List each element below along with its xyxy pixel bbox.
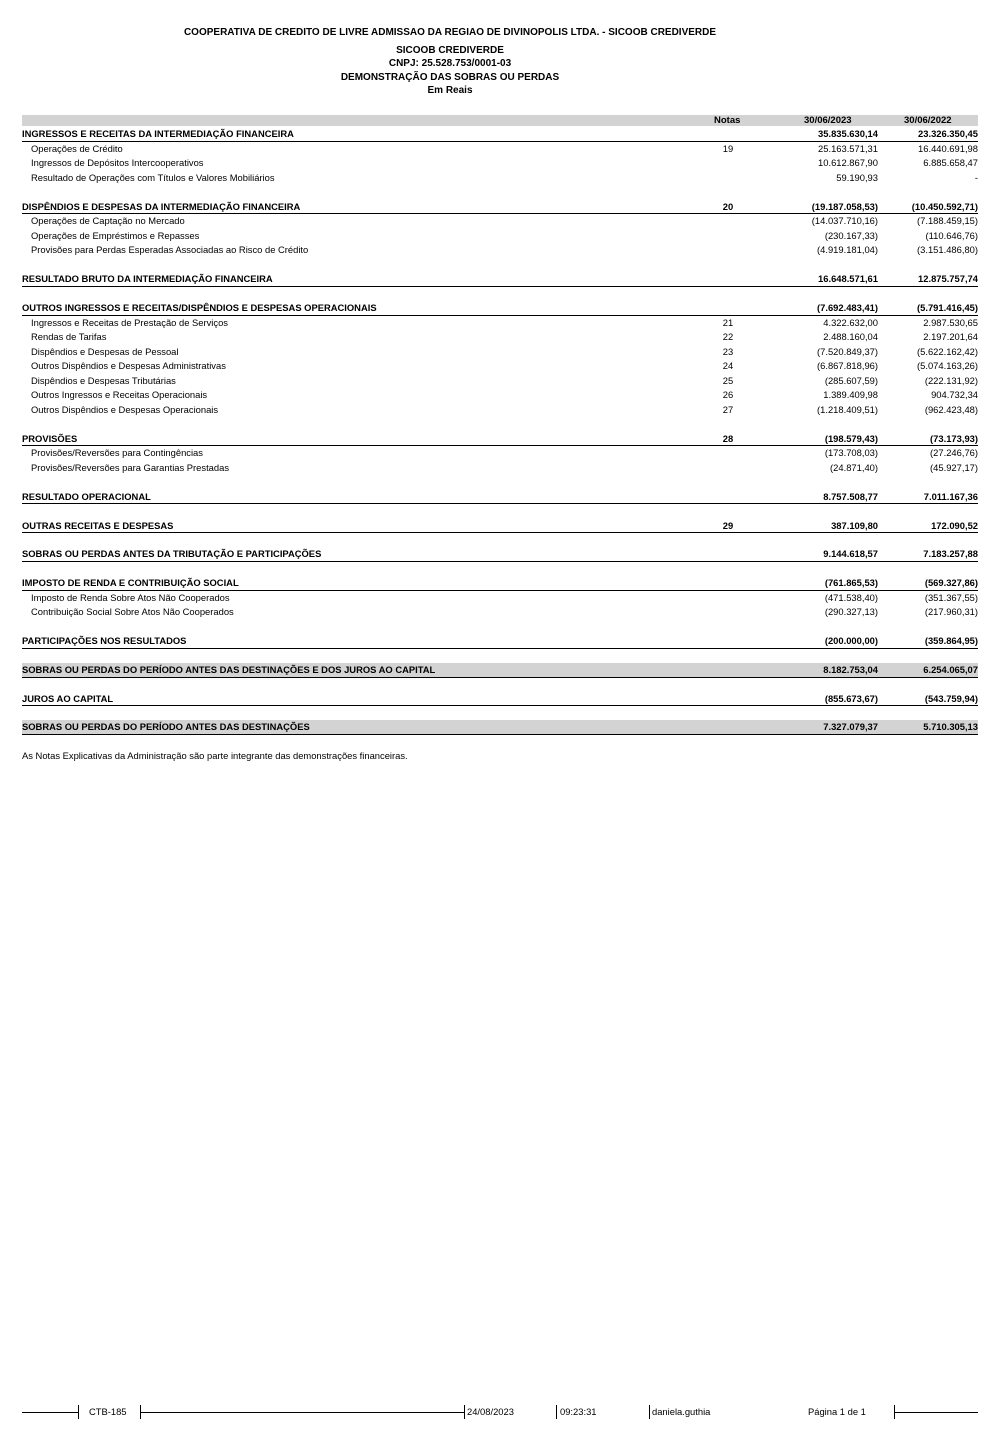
row-note: 20 [722,200,734,212]
row-note: 29 [722,519,734,531]
row-label: SOBRAS OU PERDAS DO PERÍODO ANTES DAS DESTINAÇÕES E DOS JUROS AO CAPITAL [22,663,436,675]
row-value-2022: 904.732,34 [931,389,978,401]
currency-unit: Em Reais [427,85,473,96]
row-value-2022: (45.927,17) [930,462,978,474]
line-item-row [22,156,978,171]
row-label: OUTROS INGRESSOS E RECEITAS/DISPÊNDIOS E DESPESAS OPERACIONAIS [22,301,377,313]
footer-rule [894,1412,978,1413]
row-label: SOBRAS OU PERDAS ANTES DA TRIBUTAÇÃO E PARTICIPAÇÕES [22,548,322,560]
footer-rule [22,1412,78,1413]
row-value-2022: (5.622.162,42) [917,345,978,357]
section-row [22,663,978,678]
cnpj: CNPJ: 25.528.753/0001-03 [388,58,512,69]
spacer [22,649,978,663]
section-row [22,127,978,142]
spacer [22,287,978,301]
spacer [22,504,978,518]
row-label: INGRESSOS E RECEITAS DA INTERMEDIAÇÃO FINANCEIRA [22,128,294,139]
user-name: daniela.guthia [652,1406,711,1417]
spacer [22,562,978,576]
row-value-2023: (24.871,40) [830,462,878,474]
row-label: Outros Dispêndios e Despesas Administrativas [31,360,226,372]
section-row [22,272,978,287]
section-row [22,301,978,316]
row-value-2022: (569.327,86) [924,577,978,589]
row-value-2023: (761.865,53) [824,577,878,589]
spacer [22,620,978,634]
row-label: Operações de Crédito [31,142,123,154]
row-label: Resultado de Operações com Títulos e Valores Mobiliários [31,171,275,183]
section-row [22,490,978,505]
row-value-2023: 25.163.571,31 [818,142,878,154]
spacer [22,418,978,432]
notes-column-header: Notas [714,115,741,126]
footer-rule [140,1412,464,1413]
row-value-2022: (3.151.486,80) [917,244,978,256]
row-value-2023: (6.867.818,96) [817,360,878,372]
row-value-2023: (230.167,33) [824,229,878,241]
row-label: Provisões/Reversões para Garantias Prestadas [31,462,230,474]
row-note: 21 [722,316,734,328]
row-value-2022: (351.367,55) [924,591,978,603]
row-note: 25 [722,374,734,386]
line-item-row [22,171,978,186]
section-row [22,519,978,534]
section-row [22,576,978,591]
footer-tick [78,1405,79,1419]
row-value-2023: (471.538,40) [824,591,878,603]
row-note: 28 [722,432,734,444]
row-label: Operações de Empréstimos e Repasses [31,229,200,241]
period2-column-header: 30/06/2022 [904,115,952,126]
row-value-2023: (7.692.483,41) [817,301,878,313]
footer-tick [464,1405,465,1419]
row-value-2022: (222.131,92) [924,374,978,386]
spacer [22,476,978,490]
section-row [22,720,978,735]
row-label: Outros Ingressos e Receitas Operacionais [31,389,208,401]
footer-tick [556,1405,557,1419]
row-value-2022: (7.188.459,15) [917,215,978,227]
line-item-row [22,316,978,331]
row-value-2023: 8.757.508,77 [823,490,878,502]
row-label: Contribuição Social Sobre Atos Não Cooperados [31,606,234,618]
row-value-2023: 387.109,80 [831,519,878,531]
line-item-row [22,142,978,157]
row-value-2022: (27.246,76) [930,447,978,459]
row-label: Ingressos e Receitas de Prestação de Serviços [31,316,228,328]
row-value-2023: 35.835.630,14 [818,128,878,139]
line-item-row [22,591,978,606]
row-label: RESULTADO BRUTO DA INTERMEDIAÇÃO FINANCEIRA [22,273,273,285]
row-value-2023: (198.579,43) [824,432,878,444]
print-time: 09:23:31 [560,1406,597,1417]
row-value-2023: (855.673,67) [824,692,878,704]
page-footer [0,1404,1000,1420]
spacer [22,678,978,692]
row-value-2023: (200.000,00) [824,635,878,647]
row-value-2023: (14.037.710,16) [811,215,878,227]
row-value-2022: 6.254.065,07 [923,663,978,675]
section-row [22,432,978,447]
section-row [22,634,978,649]
row-label: JUROS AO CAPITAL [22,692,114,704]
column-header-bar [22,115,978,126]
row-value-2022: (5.791.416,45) [917,301,978,313]
row-label: IMPOSTO DE RENDA E CONTRIBUIÇÃO SOCIAL [22,577,239,589]
row-value-2022: (217.960,31) [924,606,978,618]
row-value-2022: (110.646,76) [925,229,978,241]
row-value-2023: (7.520.849,37) [817,345,878,357]
row-value-2022: 7.011.167,36 [923,490,978,502]
line-item-row [22,330,978,345]
line-item-row [22,229,978,244]
row-value-2023: (19.187.058,53) [811,200,878,212]
line-item-row [22,214,978,229]
row-value-2022: 6.885.658,47 [923,157,978,169]
row-note: 24 [722,360,734,372]
section-row [22,692,978,707]
row-value-2023: (4.919.181,04) [817,244,878,256]
row-value-2022: 16.440.691,98 [918,142,978,154]
line-item-row [22,345,978,360]
row-value-2022: - [974,171,978,183]
line-item-row [22,359,978,374]
print-date: 24/08/2023 [467,1406,514,1417]
row-value-2022: (543.759,94) [924,692,978,704]
section-row [22,200,978,215]
row-value-2022: 5.710.305,13 [923,721,978,733]
row-value-2022: 12.875.757,74 [918,273,978,285]
company-short-name: SICOOB CREDIVERDE [396,45,504,56]
footer-tick [649,1405,650,1419]
row-label: PARTICIPAÇÕES NOS RESULTADOS [22,635,187,647]
row-value-2023: 10.612.867,90 [818,157,878,169]
row-label: OUTRAS RECEITAS E DESPESAS [22,519,174,531]
line-item-row [22,446,978,461]
row-value-2023: (1.218.409,51) [817,404,878,416]
row-value-2022: 7.183.257,88 [923,548,978,560]
row-label: SOBRAS OU PERDAS DO PERÍODO ANTES DAS DESTINAÇÕES [22,721,310,733]
line-item-row [22,243,978,258]
row-value-2023: 7.327.079,37 [823,721,878,733]
row-value-2023: (173.708,03) [824,447,878,459]
row-value-2022: (962.423,48) [924,404,978,416]
row-note: 22 [722,331,734,343]
row-note: 27 [722,404,734,416]
row-note: 26 [722,389,734,401]
spacer [22,706,978,720]
row-value-2022: 23.326.350,45 [918,128,978,139]
row-note: 23 [722,345,734,357]
row-value-2023: (285.607,59) [824,374,878,386]
row-label: Dispêndios e Despesas Tributárias [31,374,176,386]
line-item-row [22,388,978,403]
row-label: RESULTADO OPERACIONAL [22,490,151,502]
period1-column-header: 30/06/2023 [804,115,852,126]
line-item-row [22,461,978,476]
row-value-2022: (5.074.163,26) [917,360,978,372]
row-value-2022: 2.197.201,64 [923,331,978,343]
row-label: Outros Dispêndios e Despesas Operacionais [31,404,219,416]
row-value-2023: 59.190,93 [836,171,878,183]
line-item-row [22,605,978,620]
row-label: Provisões/Reversões para Contingências [31,447,203,459]
row-label: PROVISÕES [22,432,78,444]
row-value-2022: 172.090,52 [931,519,978,531]
statement-table [22,127,978,735]
row-value-2022: (10.450.592,71) [911,200,978,212]
footnote: As Notas Explicativas da Administração são parte integrante das demonstrações financeiras. [22,750,408,761]
row-label: Operações de Captação no Mercado [31,215,185,227]
row-value-2023: 16.648.571,61 [818,273,878,285]
line-item-row [22,403,978,418]
row-value-2022: (359.864,95) [924,635,978,647]
row-label: Ingressos de Depósitos Intercooperativos [31,157,204,169]
spacer [22,258,978,272]
row-label: Rendas de Tarifas [31,331,107,343]
row-value-2023: (290.327,13) [824,606,878,618]
row-value-2022: (73.173,93) [930,432,978,444]
row-note: 19 [722,142,734,154]
row-value-2023: 2.488.160,04 [823,331,878,343]
section-row [22,547,978,562]
row-label: DISPÊNDIOS E DESPESAS DA INTERMEDIAÇÃO FINANCEIRA [22,200,301,212]
row-label: Imposto de Renda Sobre Atos Não Cooperados [31,591,230,603]
company-name: COOPERATIVA DE CREDITO DE LIVRE ADMISSAO DA REGIAO DE DIVINOPOLIS LTDA. - SICOOB CREDIVERDE [183,27,717,38]
report-code: CTB-185 [89,1406,127,1417]
row-value-2022: 2.987.530,65 [923,316,978,328]
row-value-2023: 1.389.409,98 [823,389,878,401]
row-label: Dispêndios e Despesas de Pessoal [31,345,179,357]
spacer [22,533,978,547]
report-title: DEMONSTRAÇÃO DAS SOBRAS OU PERDAS [340,72,560,83]
row-value-2023: 8.182.753,04 [823,663,878,675]
spacer [22,185,978,199]
line-item-row [22,374,978,389]
row-value-2023: 4.322.632,00 [823,316,878,328]
page-number: Página 1 de 1 [808,1406,866,1417]
row-value-2023: 9.144.618,57 [823,548,878,560]
row-label: Provisões para Perdas Esperadas Associadas ao Risco de Crédito [31,244,309,256]
